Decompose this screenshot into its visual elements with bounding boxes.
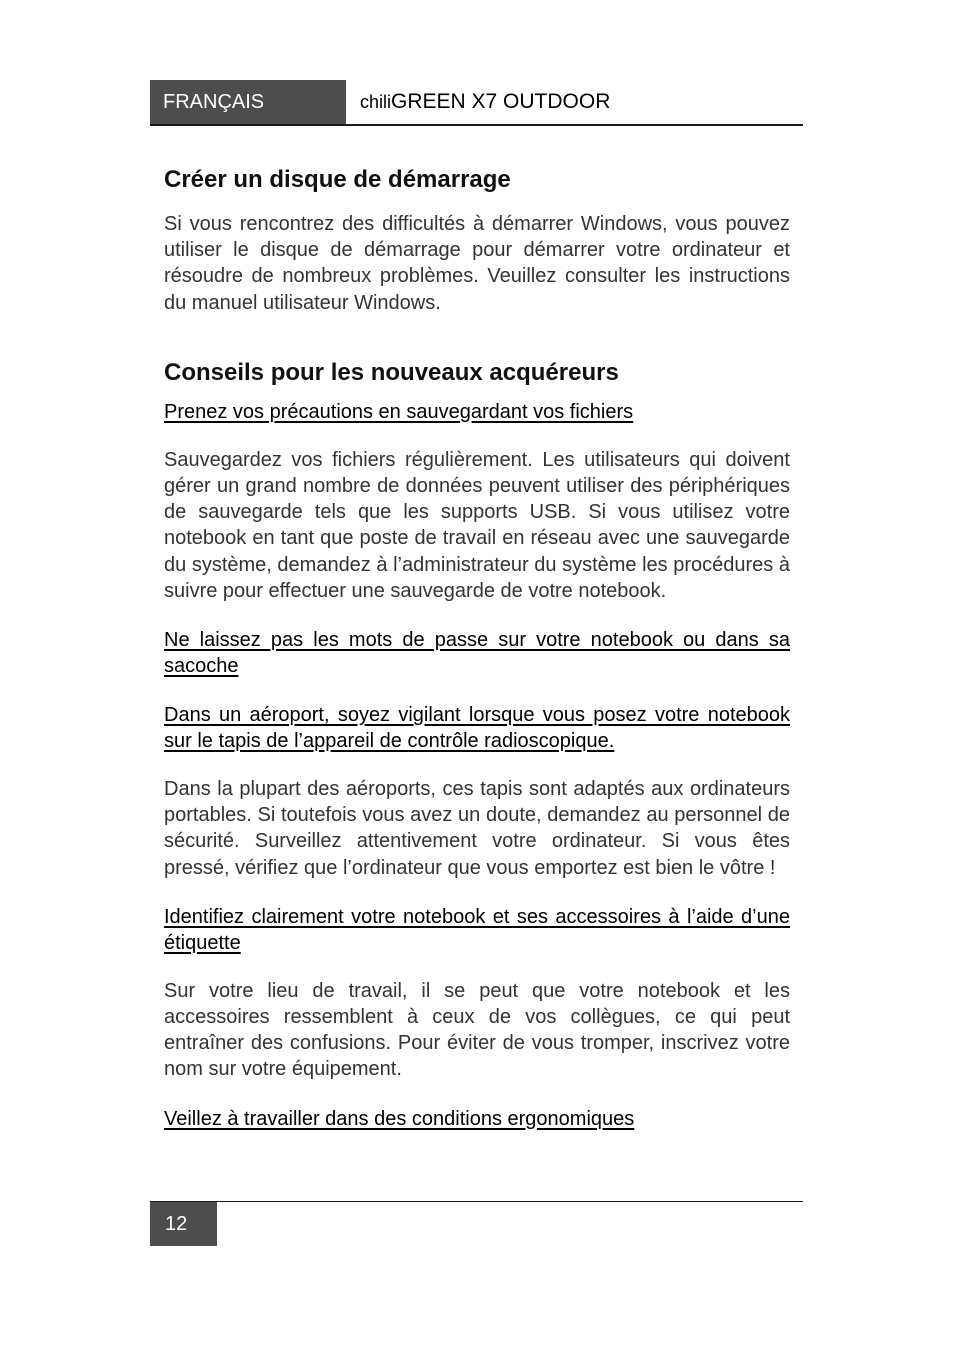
page-header: [150, 80, 803, 126]
page-content: [164, 160, 790, 1132]
section-body-startup-disk: Si vous rencontrez des difficultés à démarrer Windows, vous pouvez utiliser le disque de démarrage pour démarrer votre ordinateur et résoudre de nombreux problèmes. Veuillez consulter les instructions du manuel utilisateur Windows.: [164, 213, 790, 314]
tip-heading-airport: Dans un aéroport, soyez vigilant lorsque vous posez votre notebook sur le tapis de l’appareil de contrôle radioscopique.: [164, 704, 790, 753]
page-number: 12: [150, 1202, 217, 1246]
tip-heading-ergonomics: Veillez à travailler dans des conditions ergonomiques: [164, 1107, 635, 1130]
tip-body-airport: Dans la plupart des aéroports, ces tapis sont adaptés aux ordinateurs portables. Si toutefois vous avez un doute, demandez au personnel de sécurité. Surveillez attentivement votre ordinateur. Si vous êtes pressé, vérifiez que l’ordinateur que vous emportez est bien le vôtre !: [164, 778, 790, 879]
tip-heading-backup: Prenez vos précautions en sauvegardant vos fichiers: [164, 400, 634, 423]
language-label: FRANÇAIS: [150, 80, 346, 124]
section-title-startup-disk: Créer un disque de démarrage: [164, 166, 511, 193]
footer-divider: [150, 1201, 803, 1202]
tip-body-backup: Sauvegardez vos fichiers régulièrement. Les utilisateurs qui doivent gérer un grand nombre de données peuvent utiliser des périphériques de sauvegarde tels que les supports USB. Si vous utilisez votre notebook en tant que poste de travail en réseau avec une sauvegarde du système, demandez à l’administrateur du système les procédures à suivre pour effectuer une sauvegarde de votre notebook.: [164, 448, 790, 602]
product-name-main: GREEN X7 OUTDOOR: [391, 90, 611, 113]
tip-heading-passwords: Ne laissez pas les mots de passe sur votre notebook ou dans sa sacoche: [164, 629, 790, 678]
tip-heading-label: Identifiez clairement votre notebook et ses accessoires à l’aide d’une étiquette: [164, 905, 790, 954]
tip-body-label: Sur votre lieu de travail, il se peut que votre notebook et les accessoires ressemblent à ceux de vos collègues, ce qui peut entraîner des confusions. Pour éviter de vous tromper, inscrivez votre nom sur votre équipement.: [164, 979, 790, 1081]
product-name-prefix: chili: [360, 92, 392, 112]
product-name: [360, 80, 610, 124]
section-title-tips: Conseils pour les nouveaux acquéreurs: [164, 358, 619, 386]
